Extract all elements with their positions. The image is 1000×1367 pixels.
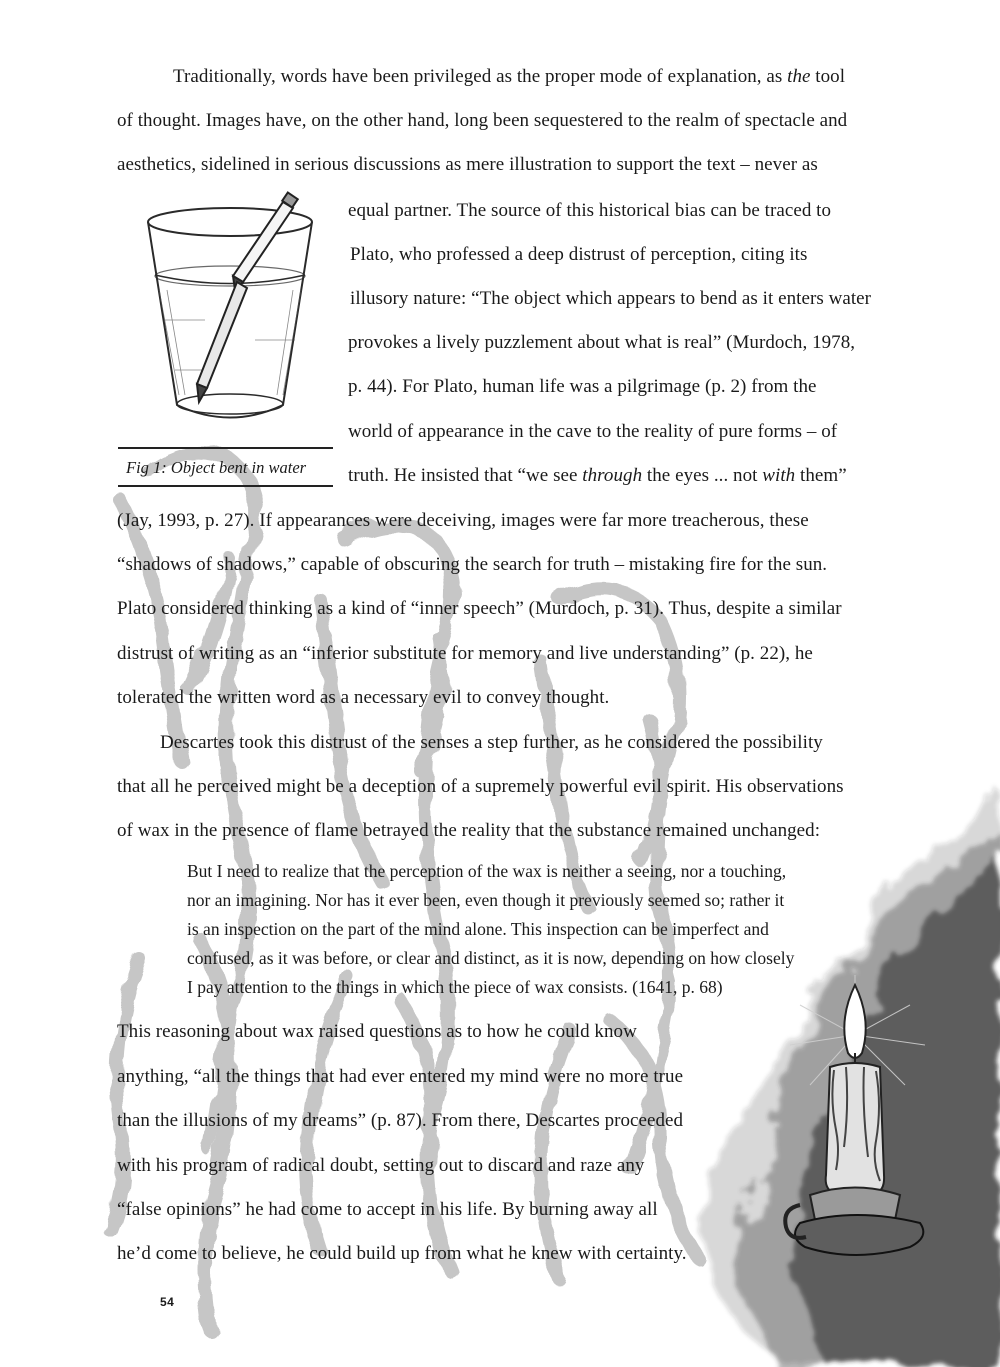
paragraph-1-line-2: of thought. Images have, on the other hand, long been sequestered to the realm of spectacle and bbox=[117, 110, 848, 131]
blockquote-line-2: nor an imagining. Nor has it ever been, even though it previously seemed so; rather it bbox=[187, 890, 785, 910]
paragraph-1-line-3: aesthetics, sidelined in serious discussions as mere illustration to support the text – never as bbox=[117, 154, 818, 175]
paragraph-2-line-1: Descartes took this distrust of the senses a step further, as he considered the possibility bbox=[160, 732, 823, 753]
paragraph-3-line-1: This reasoning about wax raised questions as to how he could know bbox=[117, 1021, 637, 1042]
paragraph-1-line-6: illusory nature: “The object which appears to bend as it enters water bbox=[350, 288, 872, 309]
paragraph-1-line-14: distrust of writing as an “inferior substitute for memory and live understanding” (p. 22), he bbox=[117, 643, 813, 664]
paragraph-3-line-4: with his program of radical doubt, setting out to discard and raze any bbox=[117, 1155, 645, 1176]
paragraph-1-line-5: Plato, who professed a deep distrust of perception, citing its bbox=[350, 244, 808, 265]
paragraph-1-line-4: equal partner. The source of this historical bias can be traced to bbox=[348, 200, 832, 221]
paragraph-3-line-3: than the illusions of my dreams” (p. 87). From there, Descartes proceeded bbox=[117, 1110, 684, 1131]
blockquote-line-5: I pay attention to the things in which the piece of wax consists. (1641, p. 68) bbox=[187, 977, 723, 997]
paragraph-1-line-11: (Jay, 1993, p. 27). If appearances were deceiving, images were far more treacherous, these bbox=[117, 510, 809, 531]
paragraph-1-line-9: world of appearance in the cave to the reality of pure forms – of bbox=[348, 421, 838, 442]
paragraph-3-line-5: “false opinions” he had come to accept in his life. By burning away all bbox=[117, 1199, 658, 1220]
figure-caption: Fig 1: Object bent in water bbox=[126, 458, 307, 477]
paragraph-2-line-2: that all he perceived might be a deception of a supremely powerful evil spirit. His observations bbox=[117, 776, 844, 797]
blockquote-line-4: confused, as it was before, or clear and distinct, as it is now, depending on how closely bbox=[187, 948, 795, 968]
paragraph-1-line-12: “shadows of shadows,” capable of obscuring the search for truth – mistaking fire for the sun. bbox=[117, 554, 828, 575]
blockquote-line-3: is an inspection on the part of the mind alone. This inspection can be imperfect and bbox=[187, 919, 769, 939]
paragraph-1-line-7: provokes a lively puzzlement about what is real” (Murdoch, 1978, bbox=[348, 332, 856, 353]
paragraph-1-line-8: p. 44). For Plato, human life was a pilgrimage (p. 2) from the bbox=[348, 376, 817, 397]
glass-with-pencil-icon bbox=[135, 190, 325, 440]
paragraph-1-line-15: tolerated the written word as a necessary evil to convey thought. bbox=[117, 687, 610, 708]
paragraph-1-line-1: Traditionally, words have been privileged as the proper mode of explanation, as the tool bbox=[173, 66, 846, 87]
paragraph-1-line-10: truth. He insisted that “we see through the eyes ... not with them” bbox=[348, 465, 847, 486]
paragraph-2-line-3: of wax in the presence of flame betrayed the reality that the substance remained unchanged: bbox=[117, 820, 821, 841]
blockquote-line-1: But I need to realize that the perception of the wax is neither a seeing, nor a touching, bbox=[187, 861, 787, 881]
page-number: 54 bbox=[160, 1295, 175, 1309]
paragraph-1-line-13: Plato considered thinking as a kind of “inner speech” (Murdoch, p. 31). Thus, despite a similar bbox=[117, 598, 842, 619]
figure-caption-frame bbox=[118, 447, 333, 487]
candle-icon bbox=[780, 975, 940, 1275]
paragraph-3-line-6: he’d come to believe, he could build up from what he knew with certainty. bbox=[117, 1243, 687, 1264]
paragraph-3-line-2: anything, “all the things that had ever entered my mind were no more true bbox=[117, 1066, 684, 1087]
